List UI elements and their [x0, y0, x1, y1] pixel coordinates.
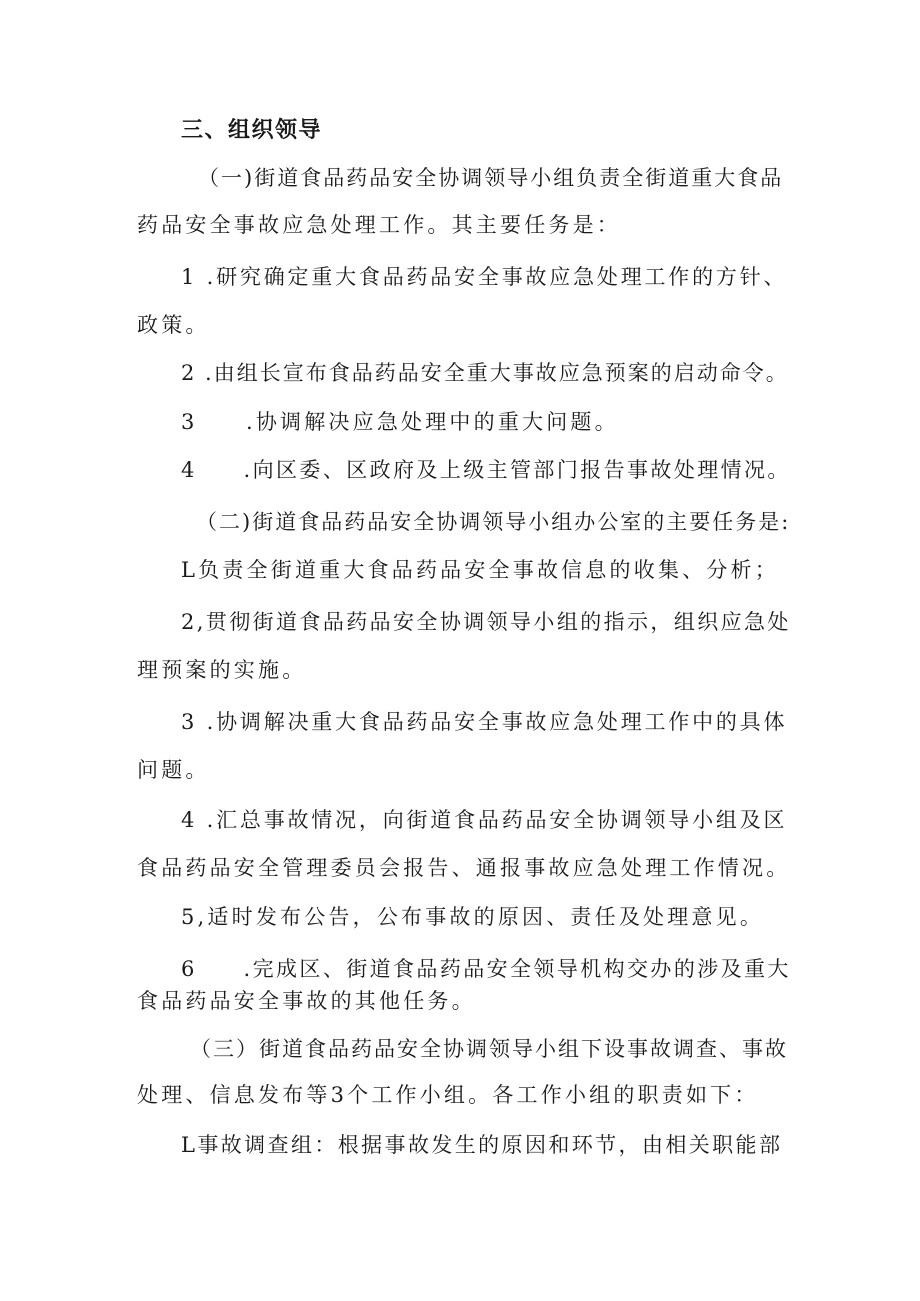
paragraph-line: （二)街道食品药品安全协调领导小组办公室的主要任务是: — [196, 510, 791, 534]
paragraph-line: 理预案的实施。 — [137, 658, 307, 682]
paragraph-line: 食品药品安全管理委员会报告、通报事故应急处理工作情况。 — [137, 856, 791, 880]
paragraph-line: L事故调查组：根据事故发生的原因和环节，由相关职能部 — [181, 1133, 783, 1157]
paragraph-line: 食品药品安全事故的其他任务。 — [137, 989, 476, 1013]
paragraph-line: 2 .由组长宣布食品药品安全重大事故应急预案的启动命令。 — [181, 361, 789, 385]
paragraph-line: （三）街道食品药品安全协调领导小组下设事故调查、事故 — [190, 1037, 788, 1061]
paragraph-line: 4 .向区委、区政府及上级主管部门报告事故处理情况。 — [181, 458, 791, 482]
paragraph-line: 5,适时发布公告，公布事故的原因、责任及处理意见。 — [181, 905, 765, 929]
paragraph-line: 药品安全事故应急处理工作。其主要任务是： — [137, 213, 621, 237]
paragraph-line: 3 .协调解决重大食品药品安全事故应急处理工作中的具体 — [181, 710, 788, 734]
paragraph-line: 3 .协调解决应急处理中的重大问题。 — [181, 410, 619, 434]
paragraph-line: 问题。 — [137, 758, 210, 782]
paragraph-line: 2,贯彻街道食品药品安全协调领导小组的指示，组织应急处 — [181, 610, 791, 634]
paragraph-line: 4 .汇总事故情况，向街道食品药品安全协调领导小组及区 — [181, 808, 788, 832]
paragraph-line: L负责全街道重大食品药品安全事故信息的收集、分析； — [181, 558, 779, 582]
paragraph-line: 处理、信息发布等3个工作小组。各工作小组的职责如下： — [137, 1083, 759, 1107]
paragraph-line: 6 .完成区、街道食品药品安全领导机构交办的涉及重大 — [181, 957, 791, 981]
paragraph-line: （一)街道食品药品安全协调领导小组负责全街道重大食品 — [198, 166, 784, 190]
paragraph-line: 1 .研究确定重大食品药品安全事故应急处理工作的方针、 — [181, 265, 788, 289]
paragraph-line: 政策。 — [137, 313, 210, 337]
section-heading: 三、组织领导 — [181, 118, 323, 143]
